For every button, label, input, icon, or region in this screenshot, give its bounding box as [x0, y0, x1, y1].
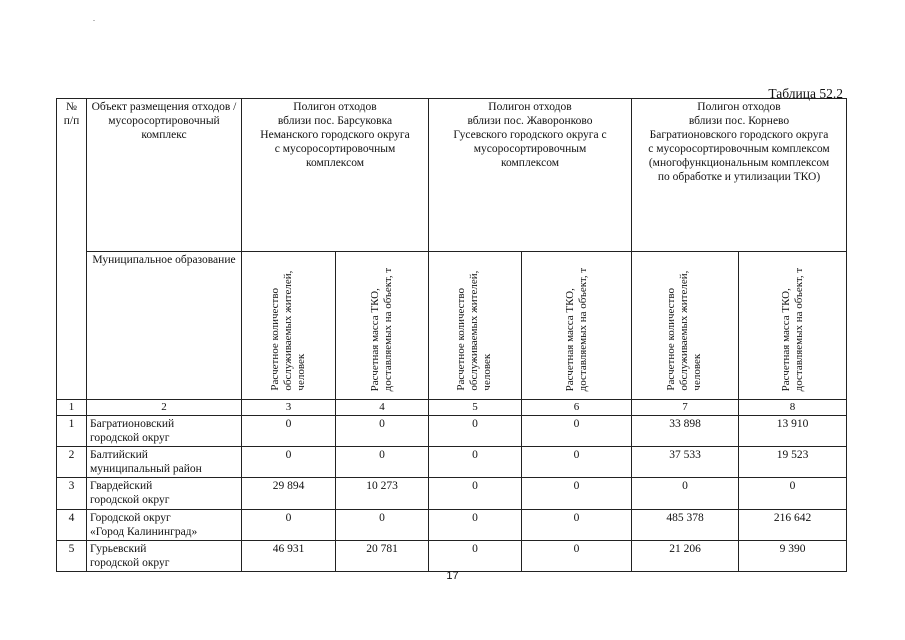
- col-index: 1: [57, 400, 87, 416]
- value-cell: 0: [522, 416, 632, 447]
- table-row: [57, 478, 847, 509]
- value-cell: 9 390: [739, 540, 847, 571]
- value-cell: 485 378: [632, 509, 739, 540]
- header-group-zhavoronkovo: Полигон отходов вблизи пос. Жаворонково Гусевского городского округа с мусоросортировочным комплексом: [429, 99, 632, 252]
- header-object: Объект размещения отходов / мусоросортировочный комплекс: [87, 99, 242, 252]
- subheader-mass-2: [522, 252, 632, 400]
- value-cell: 20 781: [336, 540, 429, 571]
- table-row: [57, 447, 847, 478]
- value-cell: 0: [632, 478, 739, 509]
- subheader-mass-2-text: Расчетная масса ТКО, доставляемых на объект, т: [563, 267, 589, 391]
- col-index: 7: [632, 400, 739, 416]
- municipality-name: Гвардейский городской округ: [87, 478, 242, 509]
- col-index: 4: [336, 400, 429, 416]
- value-cell: 0: [429, 540, 522, 571]
- municipality-name: Балтийский муниципальный район: [87, 447, 242, 478]
- value-cell: 0: [429, 478, 522, 509]
- value-cell: 21 206: [632, 540, 739, 571]
- row-number: 3: [57, 478, 87, 509]
- subheader-mass-3-text: Расчетная масса ТКО, доставляемых на объект, т: [779, 267, 805, 391]
- column-index-row: [57, 400, 847, 416]
- value-cell: 0: [429, 447, 522, 478]
- value-cell: 10 273: [336, 478, 429, 509]
- col-index: 5: [429, 400, 522, 416]
- subheader-pop-3-text: Расчетное количество обслуживаемых жителей, человек: [665, 271, 704, 391]
- subheader-pop-1-text: Расчетное количество обслуживаемых жителей, человек: [268, 271, 308, 391]
- subheader-pop-1: [242, 252, 336, 400]
- subheader-pop-3: [632, 252, 739, 400]
- value-cell: 0: [429, 509, 522, 540]
- subheader-mass-1: [336, 252, 429, 400]
- header-row-subcolumns: [57, 252, 847, 400]
- col-index: 6: [522, 400, 632, 416]
- table-caption: Таблица 52.2: [768, 86, 843, 101]
- header-group-kornevo: Полигон отходов вблизи пос. Корнево Багратионовского городского округа с мусоросортировочным комплексом (многофункциональным комплексом по обработке и утилизации ТКО): [632, 99, 847, 252]
- subheader-mass-1-text: Расчетная масса ТКО, доставляемых на объект, т: [368, 267, 394, 391]
- row-number: 1: [57, 416, 87, 447]
- table-row: [57, 509, 847, 540]
- value-cell: 0: [522, 447, 632, 478]
- header-municipality: Муниципальное образование: [87, 252, 242, 400]
- table-body: [57, 416, 847, 571]
- value-cell: 29 894: [242, 478, 336, 509]
- value-cell: 46 931: [242, 540, 336, 571]
- table-row: [57, 540, 847, 571]
- row-number: 2: [57, 447, 87, 478]
- value-cell: 0: [242, 509, 336, 540]
- value-cell: 0: [522, 540, 632, 571]
- value-cell: 0: [739, 478, 847, 509]
- col-index: 3: [242, 400, 336, 416]
- value-cell: 0: [336, 447, 429, 478]
- row-number: 5: [57, 540, 87, 571]
- page-number: 17: [446, 570, 459, 582]
- waste-distribution-table: [56, 98, 847, 572]
- col-index: 2: [87, 400, 242, 416]
- value-cell: 0: [336, 509, 429, 540]
- value-cell: 0: [336, 416, 429, 447]
- header-group-barsukovka: Полигон отходов вблизи пос. Барсуковка Неманского городского округа с мусоросортировочным комплексом: [242, 99, 429, 252]
- header-num: № п/п: [57, 99, 87, 400]
- municipality-name: Багратионовский городской округ: [87, 416, 242, 447]
- table-row: [57, 416, 847, 447]
- subheader-mass-3: [739, 252, 847, 400]
- value-cell: 0: [522, 509, 632, 540]
- value-cell: 0: [522, 478, 632, 509]
- value-cell: 19 523: [739, 447, 847, 478]
- subheader-pop-2-text: Расчетное количество обслуживаемых жителей, человек: [455, 271, 494, 391]
- municipality-name: Гурьевский городской округ: [87, 540, 242, 571]
- col-index: 8: [739, 400, 847, 416]
- value-cell: 13 910: [739, 416, 847, 447]
- subheader-pop-2: [429, 252, 522, 400]
- value-cell: 37 533: [632, 447, 739, 478]
- municipality-name: Городской округ «Город Калининград»: [87, 509, 242, 540]
- value-cell: 33 898: [632, 416, 739, 447]
- scan-speck: [93, 20, 95, 21]
- value-cell: 0: [429, 416, 522, 447]
- row-number: 4: [57, 509, 87, 540]
- header-row-groups: [57, 99, 847, 252]
- value-cell: 216 642: [739, 509, 847, 540]
- value-cell: 0: [242, 447, 336, 478]
- value-cell: 0: [242, 416, 336, 447]
